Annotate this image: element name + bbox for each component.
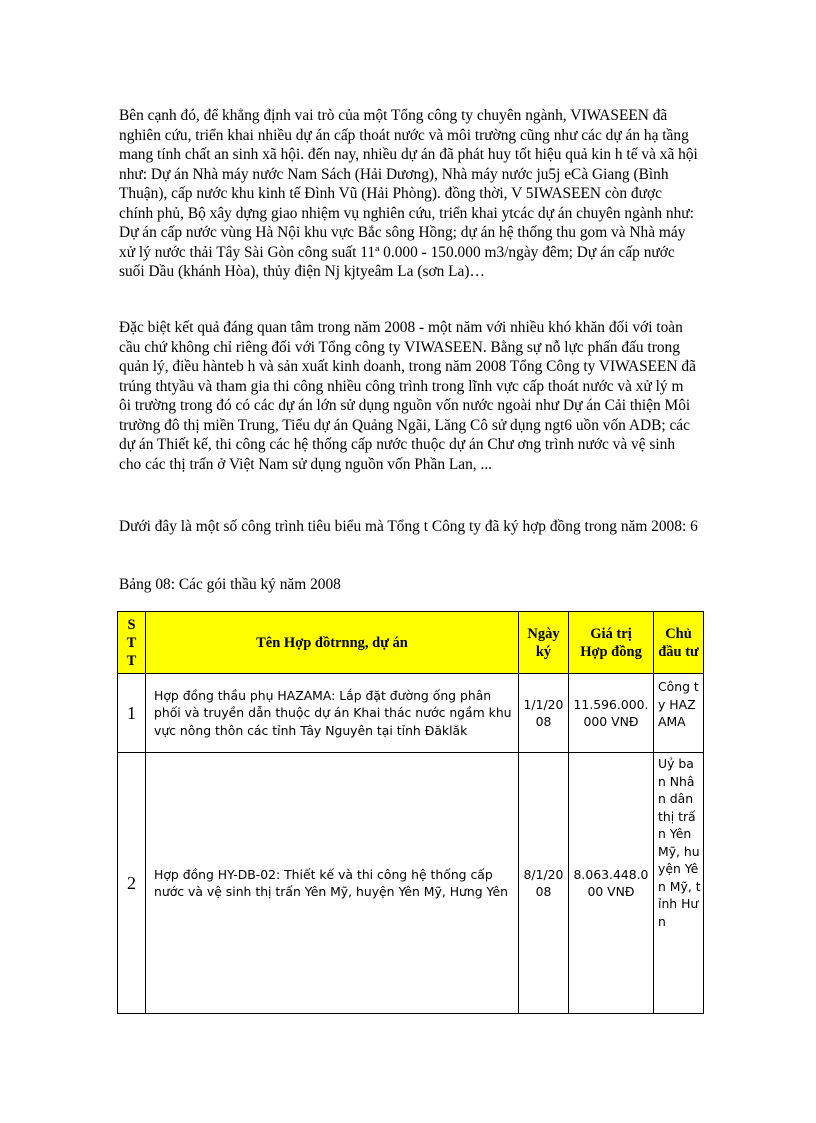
paragraph-contracts-intro: Dưới đây là một số công trình tiêu biểu mà Tổng t Công ty đã ký hợp đồng trong năm 2008: 6 [119,518,698,535]
paragraph-projects-intro: Bên cạnh đó, để khẳng định vai trò của một Tổng công ty chuyên ngành, VIWASEEN đã nghiên cứu, triển khai nhiều dự án cấp thoát nước và môi trường cũng như các dự án hạ tầng mang tính chất an sinh xã hội. đến nay, nhiều dự án đã phát huy tốt hiệu quả kin h tế và xã hội như: Dự án Nhà máy nước Nam Sách (Hải Dương), Nhà máy nước ju5j eCà Giang (Bình Thuận), cấp nước khu kinh tế Đình Vũ (Hải Phòng). đồng thời, V 5IWASEEN còn được chính phủ, Bộ xây dựng giao nhiệm vụ nghiên cứu, triển khai ytcác dự án chuyên ngành như: Dự án cấp nước vùng Hà Nội khu vực Bắc sông Hồng; dự án hệ thống thu gom và Nhà máy xử lý nước thải Tây Sài Gòn công suất 11ª 0.000 - 150.000 m3/ngày đêm; Dự án cấp nước suối Dầu (khánh Hòa), thủy điện Nj kjtyeâm La (sơn La)… [119,107,698,280]
row-date: 1/1/2008 [519,674,569,753]
header-owner: Chủ đầu tư [654,612,704,674]
row-name: Hợp đồng thầu phụ HAZAMA: Lắp đặt đường ống phân phối và truyền dẫn thuộc dự án Khai thác nước ngầm khu vực nông thôn các tỉnh Tây Nguyên tại tỉnh Đăklăk [146,674,519,753]
contracts-table [117,611,704,1014]
table-row [118,753,704,1014]
row-stt: 2 [118,753,146,1014]
paragraph-2008-results: Đặc biệt kết quả đáng quan tâm trong năm 2008 - một năm với nhiều khó khăn đối với toàn cầu chứ không chỉ riêng đối với Tổng công ty VIWASEEN. Bằng sự nỗ lực phấn đấu trong quản lý, điều hànteb h và sản xuất kinh doanh, trong năm 2008 Tổng Công ty VIWASEEN đã trúng thtyầu và tham gia thi công nhiều công trình trong lĩnh vực cấp thoát nước và xử lý m ôi trường trong đó có các dự án lớn sử dụng nguồn vốn nước ngoài như Dự án Cải thiện Môi trường đô thị miền Trung, Tiểu dự án Quảng Ngãi, Lăng Cô sử dụng ngt6 uồn vốn ADB; các dự án Thiết kế, thi công các hệ thống cấp nước thuộc dự án Chư ơng trình nước và vệ sinh cho các thị trấn ở Việt Nam sử dụng nguồn vốn Phần Lan, ... [119,319,696,473]
table-row [118,674,704,753]
header-name: Tên Hợp đồtrnng, dự án [146,612,519,674]
row-value: 8.063.448.000 VNĐ [569,753,654,1014]
row-owner: Uỷ ban Nhân dân thị trấn Yên Mỹ, huyện Yên Mỹ, tỉnh Hưn [654,753,704,1014]
table-header-row [118,612,704,674]
row-stt: 1 [118,674,146,753]
row-date: 8/1/2008 [519,753,569,1014]
header-value: Giá trị Hợp đồng [569,612,654,674]
row-value: 11.596.000.000 VNĐ [569,674,654,753]
table-caption: Bảng 08: Các gói thầu ký năm 2008 [119,576,341,593]
row-name: Hợp đồng HY-DB-02: Thiết kế và thi công hệ thống cấp nước và vệ sinh thị trấn Yên Mỹ, huyện Yên Mỹ, Hưng Yên [146,753,519,1014]
header-date: Ngày ký [519,612,569,674]
row-owner: Công ty HAZAMA [654,674,704,753]
header-stt: STT [118,612,146,674]
